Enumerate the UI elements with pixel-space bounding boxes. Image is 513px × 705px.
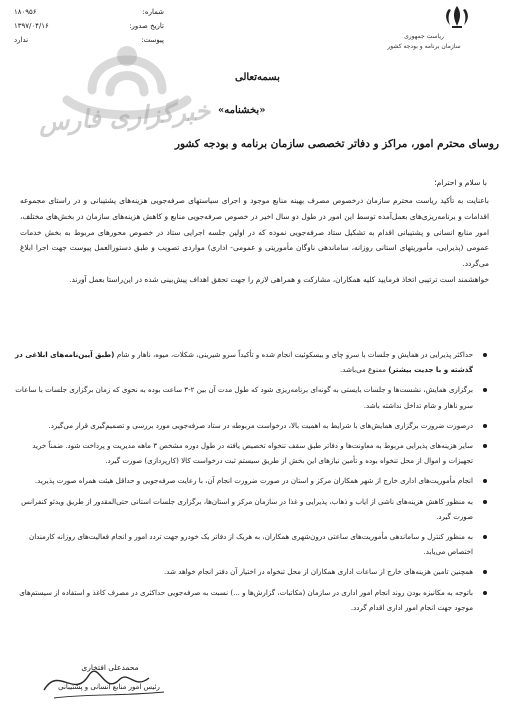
list-item: به منظور کنترل و ساماندهی مأموریت‌های ساعتی درون‌شهری همکاران، به هریک از دفاتر یک خودرو جهت تردد امور و انجام فعالیت‌های روزانه کارمندان اختصاص می‌یابد. <box>14 529 487 559</box>
list-item: باتوجه به مکانیزه بودن روند انجام امور اداری در سازمان (مکاتبات، گزارش‌ها و ...) نسبت به صرفه‌جویی حداکثری در مصرف کاغذ و استفاده از سیستم‌های موجود جهت انجام امور اداری اقدام گردد. <box>14 585 487 615</box>
list-item: برگزاری همایش، نشست‌ها و جلسات بایستی به گونه‌ای برنامه‌ریزی شود که طول مدت آن بین ۲-۳ ساعت بوده به نحوی که زمان برگزاری جلسات با ساعات سرو ناهار و شام تداخل نداشته باشد. <box>14 382 487 412</box>
salutation: با سلام و احترام؛ <box>434 178 487 187</box>
bullet-icon <box>483 444 487 448</box>
letter-body <box>20 193 489 288</box>
signer-name: محمدعلی افتخاری <box>81 663 139 672</box>
meta-date: تاریخ صدور: ۱۳۹۷/۰۴/۱۶ <box>14 22 164 30</box>
iran-emblem-icon <box>440 4 474 30</box>
opening-title: بسمه‌تعالی <box>235 72 280 83</box>
organization-name: ریاست جمهوری سازمان برنامه و بودجه کشور <box>387 33 461 50</box>
list-item: به منظور کاهش هزینه‌های ناشی از ایاب و ذهاب، پذیرایی و غذا در سازمان مرکز و استان‌ها، برگزاری جلسات استانی حتی‌المقدور از طریق ویدئو کنفرانس صورت گیرد. <box>14 494 487 524</box>
list-item: حداکثر پذیرایی در همایش و جلسات با سرو چای و بیسکوئیت انجام شده و تأکیداً سرو شیرینی، شکلات، میوه، ناهار و شام (طبق آیین‌نامه‌های ابلاغی در گذشته و با جدیت بیشتر) ممنوع می‌باشد. <box>14 347 487 377</box>
bullet-icon <box>483 591 487 595</box>
body-paragraph: باعنایت به تأکید ریاست محترم سازمان درخصوص مصرف بهینه منابع موجود و اجرای سیاستهای صرفه‌جویی هزینه‌های پشتیبانی و در راستای مجموعه اقدامات و برنامه‌ریزی‌های بعمل‌آمده توسط این امور در طول دو سال اخیر در خصوص صرفه‌جویی منابع و کاهش هزینه‌های سازمان در بخش‌های مختلف، امور منابع انسانی و پشتیبانی اقدام به تشکیل ستاد صرفه‌جویی نموده که در اولین جلسه اجرایی ستاد در خصوص محورهای مربوط به بخش خدمات عمومی (پذیرایی، مأموریتهای استانی روزانه، ساماندهی ناوگان مأموریتی و عمومی- اداری) مواردی تصویب و طبق دستورالعمل پیوست جهت اجرا ابلاغ می‌گردد. <box>20 196 489 269</box>
circular-title: «بخشنامه» <box>218 105 266 116</box>
signer-title: رئیس امور منابع انسانی و پشتیبانی <box>58 683 160 691</box>
directive-list <box>14 347 487 620</box>
recipient-line: روسای محترم امور، مراکز و دفاتر تخصصی سازمان برنامه و بودجه کشور <box>174 138 499 150</box>
list-item: انجام مأموریت‌های اداری خارج از شهر همکاران مرکز و استان در صورت ضرورت انجام آن، با رعایت صرفه‌جویی و حداقل هیئت همراه صورت پذیرید. <box>14 473 487 488</box>
meta-number: شماره: ۱۸۰۹۵۶ <box>14 8 164 16</box>
letter-meta <box>14 5 164 47</box>
bullet-icon <box>483 500 487 504</box>
bullet-icon <box>483 479 487 483</box>
meta-attachment: پیوست: ندارد <box>14 36 164 44</box>
bullet-icon <box>483 570 487 574</box>
bullet-icon <box>483 535 487 539</box>
handwritten-signature <box>34 650 184 705</box>
bullet-icon <box>483 424 487 428</box>
bullet-icon <box>483 353 487 357</box>
body-paragraph: خواهشمند است ترتیبی اتخاذ فرمایید کلیه همکاران، مشارکت و همراهی لازم را جهت تحقق اهداف پیش‌بینی شده در این‌راستا بعمل آورند. <box>69 274 489 284</box>
list-item: درصورت ضرورت برگزاری همایش‌های با شرایط به اهمیت بالا، درخواست مربوطه در ستاد صرفه‌جویی مورد بررسی و تصمیم‌گیری قرار می‌گیرد. <box>14 418 487 433</box>
bullet-icon <box>483 388 487 392</box>
list-item: سایر هزینه‌های پذیرایی مربوط به معاونت‌ها و دفاتر طبق سقف تنخواه تخصیص یافته در طول دوره مشخص ۳ ماهه مدیریت و پرداخت شود. ضمناً خرید تجهیزات و اموال از محل تنخواه بوده و تأمین نیازهای این بخش از طریق سیستم ثبت درخواست کالا (کارپردازی) صورت گیرد. <box>14 438 487 468</box>
watermark-text: خبرگزاری فارس <box>37 96 212 137</box>
list-item: همچنین تامین هزینه‌های خارج از ساعات اداری همکاران از محل تنخواه در اختیار آن دفتر انجام خواهد شد. <box>14 564 487 579</box>
